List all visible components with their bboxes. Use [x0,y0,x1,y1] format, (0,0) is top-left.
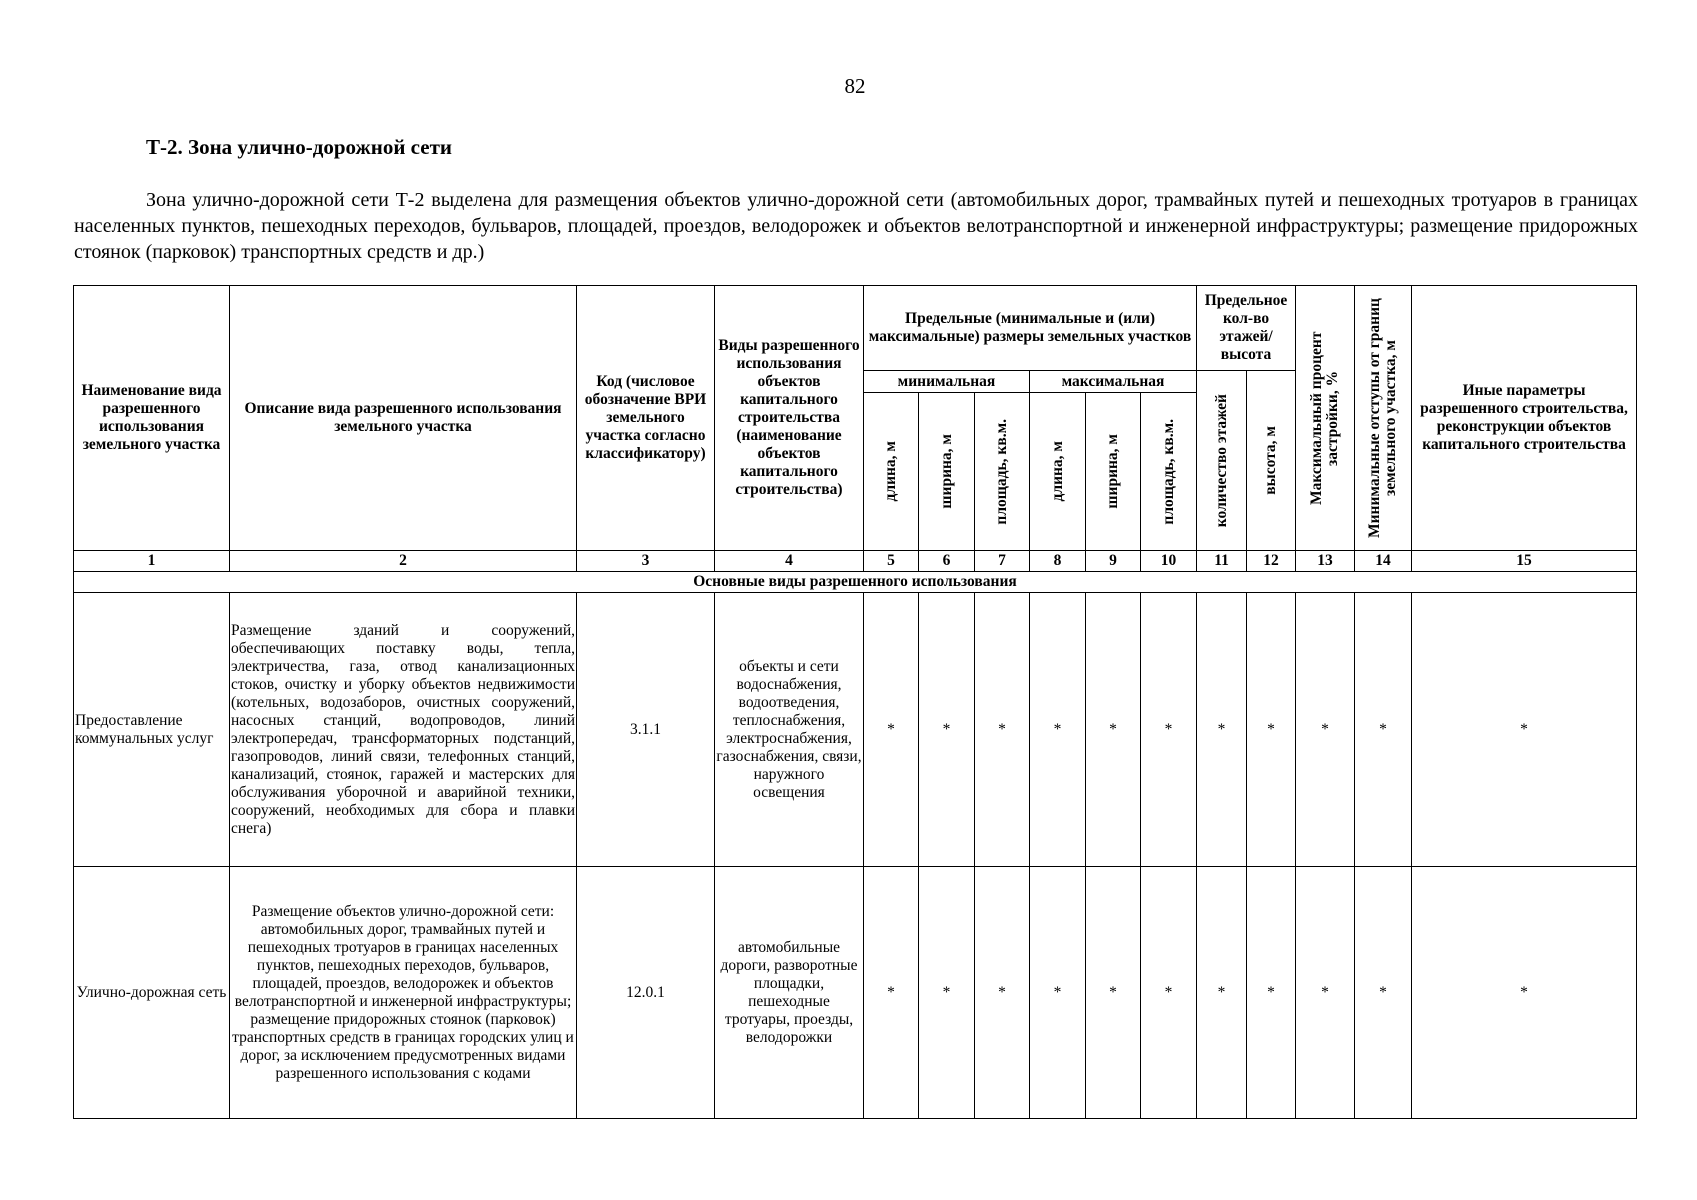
value-cell: * [1355,867,1412,1119]
header-min-length: длина, м [882,441,899,502]
header-floors: количество этажей [1212,393,1230,528]
use-description: Размещение зданий и сооружений, обеспечивающих поставку воды, тепла, электричества, газа, отвод канализационных стоков, очистку и уборку объектов недвижимости (котельных, водозаборов, очистных сооружений, насосных станций, водопроводов, линий электропередач, трансформаторных подстанций, газопроводов, линий связи, телефонных станций, канализаций, стоянок, гаражей и мастерских для обслуживания уборочной и аварийной техники, сооружений, необходимых для сбора и плавки снега) [230,593,577,867]
use-code: 3.1.1 [577,593,715,867]
value-cell: * [864,867,919,1119]
header-min-area: площадь, кв.м. [993,418,1010,525]
header-limits: Предельные (минимальные и (или) максимальные) размеры земельных участков [864,286,1197,371]
col-number: 6 [919,551,975,572]
value-cell: * [975,867,1030,1119]
value-cell: * [1247,593,1296,867]
header-max: максимальная [1030,371,1197,393]
col-number: 11 [1197,551,1247,572]
header-setbacks: Минимальные отступы от границ земельного участка, м [1366,298,1400,538]
value-cell: * [1296,867,1355,1119]
header-max-length: длина, м [1048,441,1066,502]
value-cell: * [1197,593,1247,867]
use-objects: объекты и сети водоснабжения, водоотведения, теплоснабжения, электроснабжения, газоснабжения, связи, наружного освещения [715,593,864,867]
col-number: 8 [1030,551,1086,572]
value-cell: * [1086,593,1141,867]
intro-paragraph: Зона улично-дорожной сети Т-2 выделена для размещения объектов улично-дорожной сети (автомобильных дорог, трамвайных путей и пешеходных тротуаров в границах населенных пунктов, пешеходных переходов, бульваров, площадей, проездов, велодорожек и объектов велотранспортной и инженерной инфраструктуры; размещение придорожных стоянок (парковок) транспортных средств и др.) [74,189,1638,263]
use-name: Предоставление коммунальных услуг [74,593,230,867]
value-cell: * [1141,867,1197,1119]
table-row [74,593,1637,867]
header-description: Описание вида разрешенного использования земельного участка [230,286,577,551]
header-floors-group: Предельное кол-во этажей/ высота [1197,286,1296,371]
use-name: Улично-дорожная сеть [74,867,230,1119]
header-name: Наименование вида разрешенного использования земельного участка [74,286,230,551]
header-min: минимальная [864,371,1030,393]
col-number: 14 [1355,551,1412,572]
value-cell: * [1086,867,1141,1119]
use-code: 12.0.1 [577,867,715,1119]
header-height: высота, м [1262,426,1280,495]
col-number: 12 [1247,551,1296,572]
col-number: 7 [975,551,1030,572]
header-max-build: Максимальный процент застройки, % [1308,331,1342,505]
col-number: 10 [1141,551,1197,572]
header-code: Код (числовое обозначение ВРИ земельного участка согласно классификатору) [577,286,715,551]
value-cell: * [1030,593,1086,867]
use-objects: автомобильные дороги, разворотные площадки, пешеходные тротуары, проезды, велодорожки [715,867,864,1119]
table-row [74,867,1637,1119]
col-number: 4 [715,551,864,572]
value-cell: * [1412,867,1637,1119]
col-number: 1 [74,551,230,572]
header-other: Иные параметры разрешенного строительства, реконструкции объектов капитального строительства [1412,286,1637,551]
value-cell: * [864,593,919,867]
value-cell: * [1197,867,1247,1119]
value-cell: * [1296,593,1355,867]
section-title: Основные виды разрешенного использования [74,572,1637,593]
col-number: 3 [577,551,715,572]
value-cell: * [1030,867,1086,1119]
header-max-area: площадь, кв.м. [1159,418,1177,525]
page-number: 82 [844,74,866,98]
use-description: Размещение объектов улично-дорожной сети: автомобильных дорог, трамвайных путей и пешеходных тротуаров в границах населенных пунктов, пешеходных переходов, бульваров, площадей, проездов, велодорожек и объектов велотранспортной и инженерной инфраструктуры; размещение придорожных стоянок (парковок) транспортных средств в границах городских улиц и дорог, за исключением предусмотренных видами разрешенного использования с кодами [230,867,577,1119]
value-cell: * [1247,867,1296,1119]
col-number: 9 [1086,551,1141,572]
header-max-width: ширина, м [1104,434,1121,509]
page-title: Т-2. Зона улично-дорожной сети [146,135,452,159]
col-number: 5 [864,551,919,572]
col-number: 15 [1412,551,1637,572]
col-number: 2 [230,551,577,572]
zone-table [73,285,1637,1119]
header-min-width: ширина, м [937,434,955,509]
value-cell: * [919,867,975,1119]
header-objects: Виды разрешенного использования объектов капитального строительства (наименование объектов капитального строительства) [715,286,864,551]
value-cell: * [919,593,975,867]
col-number: 13 [1296,551,1355,572]
value-cell: * [1412,593,1637,867]
value-cell: * [1355,593,1412,867]
value-cell: * [1141,593,1197,867]
value-cell: * [975,593,1030,867]
